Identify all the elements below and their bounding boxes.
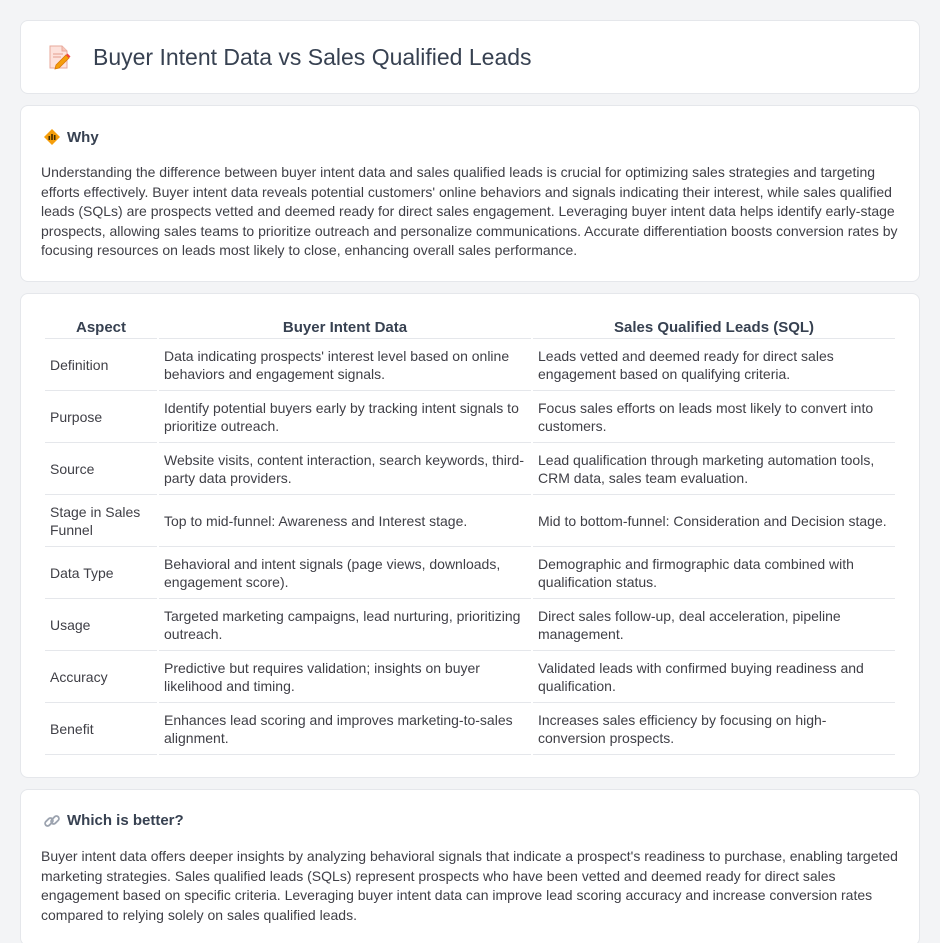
buyer-intent-cell: Website visits, content interaction, search keywords, third-party data providers. xyxy=(159,445,531,495)
link-icon xyxy=(43,812,61,830)
aspect-cell: Usage xyxy=(45,601,157,651)
sql-cell: Focus sales efforts on leads most likely to convert into customers. xyxy=(533,393,895,443)
sql-cell: Lead qualification through marketing automation tools, CRM data, sales team evaluation. xyxy=(533,445,895,495)
table-row xyxy=(45,445,895,495)
better-heading: Which is better? xyxy=(67,812,184,830)
sql-cell: Leads vetted and deemed ready for direct sales engagement based on qualifying criteria. xyxy=(533,341,895,391)
column-header-buyer-intent: Buyer Intent Data xyxy=(159,316,531,339)
column-header-aspect: Aspect xyxy=(45,316,157,339)
diamond-signal-icon xyxy=(43,128,61,146)
why-section xyxy=(20,105,920,282)
comparison-table-card xyxy=(20,293,920,778)
buyer-intent-cell: Top to mid-funnel: Awareness and Interest stage. xyxy=(159,497,531,547)
sql-cell: Mid to bottom-funnel: Consideration and Decision stage. xyxy=(533,497,895,547)
buyer-intent-cell: Identify potential buyers early by tracking intent signals to prioritize outreach. xyxy=(159,393,531,443)
better-header xyxy=(41,812,899,830)
aspect-cell: Source xyxy=(45,445,157,495)
comparison-table xyxy=(43,314,897,757)
buyer-intent-cell: Enhances lead scoring and improves marketing-to-sales alignment. xyxy=(159,705,531,755)
sql-cell: Direct sales follow-up, deal acceleration, pipeline management. xyxy=(533,601,895,651)
table-row xyxy=(45,705,895,755)
aspect-cell: Accuracy xyxy=(45,653,157,703)
title-card xyxy=(20,20,920,94)
buyer-intent-cell: Data indicating prospects' interest level based on online behaviors and engagement signals. xyxy=(159,341,531,391)
table-row xyxy=(45,601,895,651)
buyer-intent-cell: Predictive but requires validation; insights on buyer likelihood and timing. xyxy=(159,653,531,703)
better-text: Buyer intent data offers deeper insights by analyzing behavioral signals that indicate a prospect's readiness to purchase, enabling targeted marketing strategies. Sales qualified leads (SQLs) represent prospects who have been vetted and deemed ready for direct sales engagement based on specific criteria. Leveraging buyer intent data can improve lead scoring accuracy and increase conversion rates compared to relying solely on sales qualified leads. xyxy=(41,847,898,923)
aspect-cell: Definition xyxy=(45,341,157,391)
sql-cell: Increases sales efficiency by focusing on high-conversion prospects. xyxy=(533,705,895,755)
aspect-cell: Purpose xyxy=(45,393,157,443)
why-text: Understanding the difference between buyer intent data and sales qualified leads is crucial for optimizing sales strategies and targeting efforts effectively. Buyer intent data reveals potential customers' online behaviors and signals indicating their interest, while sales qualified leads (SQLs) are prospects vetted and deemed ready for direct sales engagement. Leveraging buyer intent data helps identify early-stage prospects, allowing sales teams to prioritize outreach and personalize communications. Accurate differentiation boosts conversion rates by focusing resources on leads most likely to close, enhancing overall sales performance. xyxy=(41,164,898,259)
why-header xyxy=(41,128,899,146)
table-row xyxy=(45,393,895,443)
table-row xyxy=(45,653,895,703)
table-row xyxy=(45,341,895,391)
buyer-intent-cell: Behavioral and intent signals (page views, downloads, engagement score). xyxy=(159,549,531,599)
which-is-better-section xyxy=(20,789,920,943)
aspect-cell: Stage in Sales Funnel xyxy=(45,497,157,547)
document-pencil-icon xyxy=(45,43,73,71)
why-heading: Why xyxy=(67,128,99,146)
table-row xyxy=(45,497,895,547)
table-header-row xyxy=(45,316,895,339)
page-title: Buyer Intent Data vs Sales Qualified Leads xyxy=(93,43,532,70)
column-header-sql: Sales Qualified Leads (SQL) xyxy=(533,316,895,339)
buyer-intent-cell: Targeted marketing campaigns, lead nurturing, prioritizing outreach. xyxy=(159,601,531,651)
sql-cell: Demographic and firmographic data combined with qualification status. xyxy=(533,549,895,599)
aspect-cell: Data Type xyxy=(45,549,157,599)
sql-cell: Validated leads with confirmed buying readiness and qualification. xyxy=(533,653,895,703)
table-row xyxy=(45,549,895,599)
aspect-cell: Benefit xyxy=(45,705,157,755)
